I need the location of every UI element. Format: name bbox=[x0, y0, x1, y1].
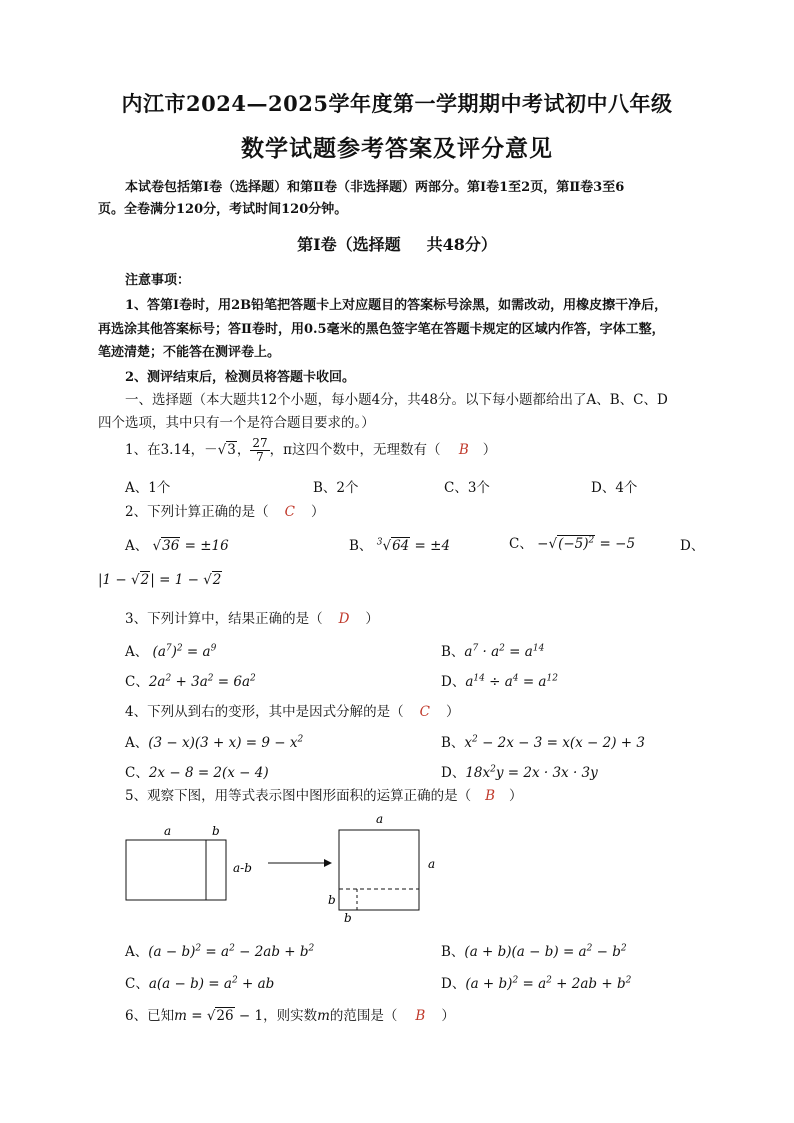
notice-item1-line2: 再选涂其他答案标号；答Ⅱ卷时，用0.5毫米的黑色签字笔在答题卡规定的区域内作答，字体工整， bbox=[98, 322, 665, 337]
figure-square-label-left: b bbox=[328, 893, 336, 907]
question-2-option-d-label: D、 bbox=[680, 538, 705, 554]
question-3-answer: D bbox=[338, 611, 350, 627]
question-4-option-c: C、2x − 8 = 2(x − 4) bbox=[125, 765, 269, 781]
intro-line2: 页。全卷满分120分，考试时间120分钟。 bbox=[98, 202, 348, 217]
question-2-option-a: A、 √36 = ±16 bbox=[125, 538, 229, 554]
question-4-option-a: A、$(3 - x)(3 + x) = 9 - x^2$ bbox=[125, 734, 304, 751]
question-3-stem: 3、下列计算中，结果正确的是（ D ） bbox=[125, 611, 379, 627]
question-6-answer: B bbox=[415, 1008, 426, 1024]
question-1-option-d: D、4个 bbox=[591, 480, 638, 496]
question-4-answer: C bbox=[419, 704, 430, 720]
question-5-figure bbox=[110, 808, 450, 928]
question-6-stem: 6、已知m = √26 − 1，则实数m的范围是（ B ） bbox=[125, 1008, 455, 1024]
question-3-option-b: B、$a^7 \cdot a^2 = a^{14}$ bbox=[441, 643, 545, 660]
notice-heading: 注意事项： bbox=[125, 273, 191, 288]
section-title-a: 第Ⅰ卷（选择题 bbox=[297, 235, 401, 254]
figure-square-label-right: a bbox=[428, 857, 436, 871]
question-4-option-d: D、$18x^2y = 2x \cdot 3x \cdot 3y$ bbox=[441, 764, 598, 781]
document-title-line2: 数学试题参考答案及评分意见 bbox=[241, 135, 553, 162]
figure-left-rect bbox=[126, 840, 226, 900]
figure-square-label-top: a bbox=[376, 812, 384, 826]
part1-instructions-line2: 四个选项，其中只有一个是符合题目要求的。） bbox=[98, 415, 375, 431]
part1-instructions-line1: 一、选择题（本大题共12个小题，每小题4分，共48分。以下每小题都给出了A、B、C、D bbox=[125, 392, 668, 408]
section-title bbox=[0, 232, 794, 255]
figure-label-a-minus-b: a-b bbox=[233, 861, 252, 875]
section-title-b: 共48分） bbox=[426, 235, 497, 254]
question-4-stem: 4、下列从到右的变形，其中是因式分解的是（ C ） bbox=[125, 704, 460, 720]
notice-item1-line3: 笔迹清楚；不能答在测评卷上。 bbox=[98, 345, 281, 360]
question-2-answer: C bbox=[284, 504, 295, 520]
question-5-option-d: D、$(a + b)^2 = a^2 + 2ab + b^2$ bbox=[441, 975, 632, 992]
notice-item1-line1: 1、答第Ⅰ卷时，用2B铅笔把答题卡上对应题目的答案标号涂黑，如需改动，用橡皮擦干净后， bbox=[125, 298, 668, 313]
fraction-27-7: $\frac{27}{7}$ bbox=[252, 436, 268, 464]
intro-line1: 本试卷包括第Ⅰ卷（选择题）和第Ⅱ卷（非选择题）两部分。第Ⅰ卷1至2页，第Ⅱ卷3至6 bbox=[125, 180, 625, 195]
question-4-option-b: B、$x^2 - 2x - 3 = x(x - 2) + 3$ bbox=[441, 734, 645, 751]
question-2-option-b: B、 $^3$√64 = ±4 bbox=[349, 537, 451, 554]
question-5-answer: B bbox=[485, 788, 496, 804]
question-5-stem: 5、观察下图，用等式表示图中图形面积的运算正确的是（ B ） bbox=[125, 788, 523, 804]
question-1-answer: B bbox=[458, 442, 469, 458]
question-2-stem: 2、下列计算正确的是（ C ） bbox=[125, 504, 325, 520]
question-2-option-d-expr: |1 − √2| = 1 − √2 bbox=[98, 572, 222, 588]
figure-square-label-bottom: b bbox=[344, 911, 352, 925]
question-1-option-a: A、1个 bbox=[125, 480, 171, 496]
question-1-option-b: B、2个 bbox=[313, 480, 359, 496]
question-2-option-c: C、 $-√(-5)^2 = -5$ bbox=[509, 535, 636, 552]
question-5-option-a: A、$(a - b)^2 = a^2 - 2ab + b^2$ bbox=[125, 943, 315, 960]
figure-label-a: a bbox=[164, 824, 172, 838]
question-1-option-c: C、3个 bbox=[444, 480, 490, 496]
figure-arrow-head bbox=[324, 859, 332, 867]
document-title-line1: 内江市2024—2025学年度第一学期期中考试初中八年级 bbox=[121, 91, 673, 116]
question-1-stem: 1、在3.14，－√3， $\frac{27}{7}$ ，π这四个数中，无理数有（ B ） bbox=[125, 436, 497, 464]
question-3-option-d: D、$a^{14} \div a^4 = a^{12}$ bbox=[441, 673, 558, 690]
question-3-option-a: A、 $(a^7)^2 = a^9$ bbox=[125, 643, 217, 660]
question-3-option-c: C、$2a^2 + 3a^2 = 6a^2$ bbox=[125, 673, 256, 690]
notice-item2: 2、测评结束后，检测员将答题卡收回。 bbox=[125, 370, 356, 385]
figure-right-square bbox=[339, 830, 419, 910]
question-5-option-c: C、$a(a - b) = a^2$ + ab bbox=[125, 975, 275, 992]
question-5-option-b: B、$(a + b)(a - b) = a^2 - b^2$ bbox=[441, 943, 627, 960]
figure-label-b: b bbox=[212, 824, 220, 838]
